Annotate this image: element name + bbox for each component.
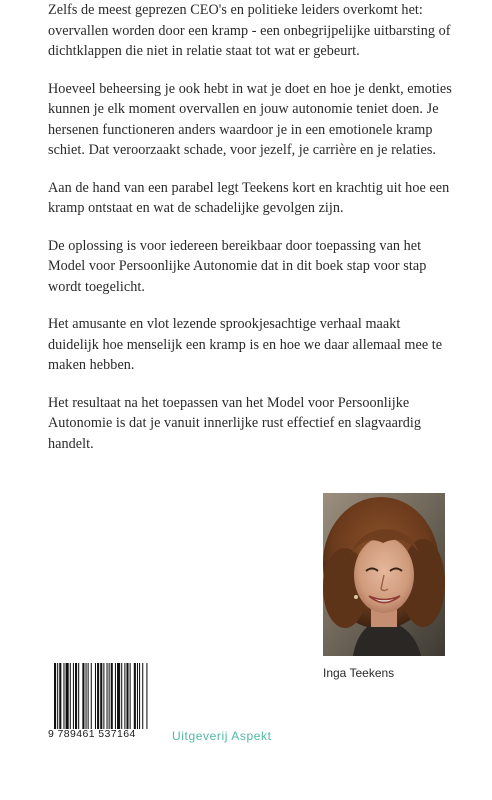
isbn-barcode [48, 663, 154, 738]
blurb-paragraph-6: Het resultaat na het toepassen van het Model voor Persoonlijke Autonomie is dat je vanuit innerlijke rust effectief en slagvaardig handelt. [48, 394, 422, 452]
barcode-number: 9 789461 537164 [48, 728, 136, 740]
blurb-paragraph-3: Aan de hand van een parabel legt Teekens kort en krachtig uit hoe een kramp ontstaat en wat de schadelijke gevolgen zijn. [48, 179, 450, 216]
publisher-name: Uitgeverij Aspekt [172, 729, 272, 743]
blurb-paragraph-5: Het amusante en vlot lezende sprookjesachtige verhaal maakt duidelijk hoe menselijk een kramp is en hoe we daar allemaal mee te maken hebben. [48, 316, 443, 373]
blurb-paragraph-2: Hoeveel beheersing je ook hebt in wat je doet en hoe je denkt, emoties kunnen je elk moment overvallen en jouw autonomie teniet doen. Je hersenen functioneren anders waardoor je in een emotionele kramp schiet. Dat veroorzaakt schade, voor jezelf, je carrière en je relaties. [48, 80, 452, 158]
barcode-icon [48, 663, 154, 729]
blurb-text [48, 0, 452, 471]
author-caption: Inga Teekens [323, 666, 395, 680]
author-photo [323, 493, 445, 656]
blurb-paragraph-4: De oplossing is voor iedereen bereikbaar door toepassing van het Model voor Persoonlijke Autonomie dat in dit boek stap voor stap wordt toegelicht. [48, 237, 427, 295]
blurb-paragraph-1: Zelfs de meest geprezen CEO's en politieke leiders overkomt het: overvallen worden door een kramp - een onbegrijpelijke uitbarsting of dichtklappen die niet in relatie staat tot wat er gebeurt. [48, 2, 451, 59]
